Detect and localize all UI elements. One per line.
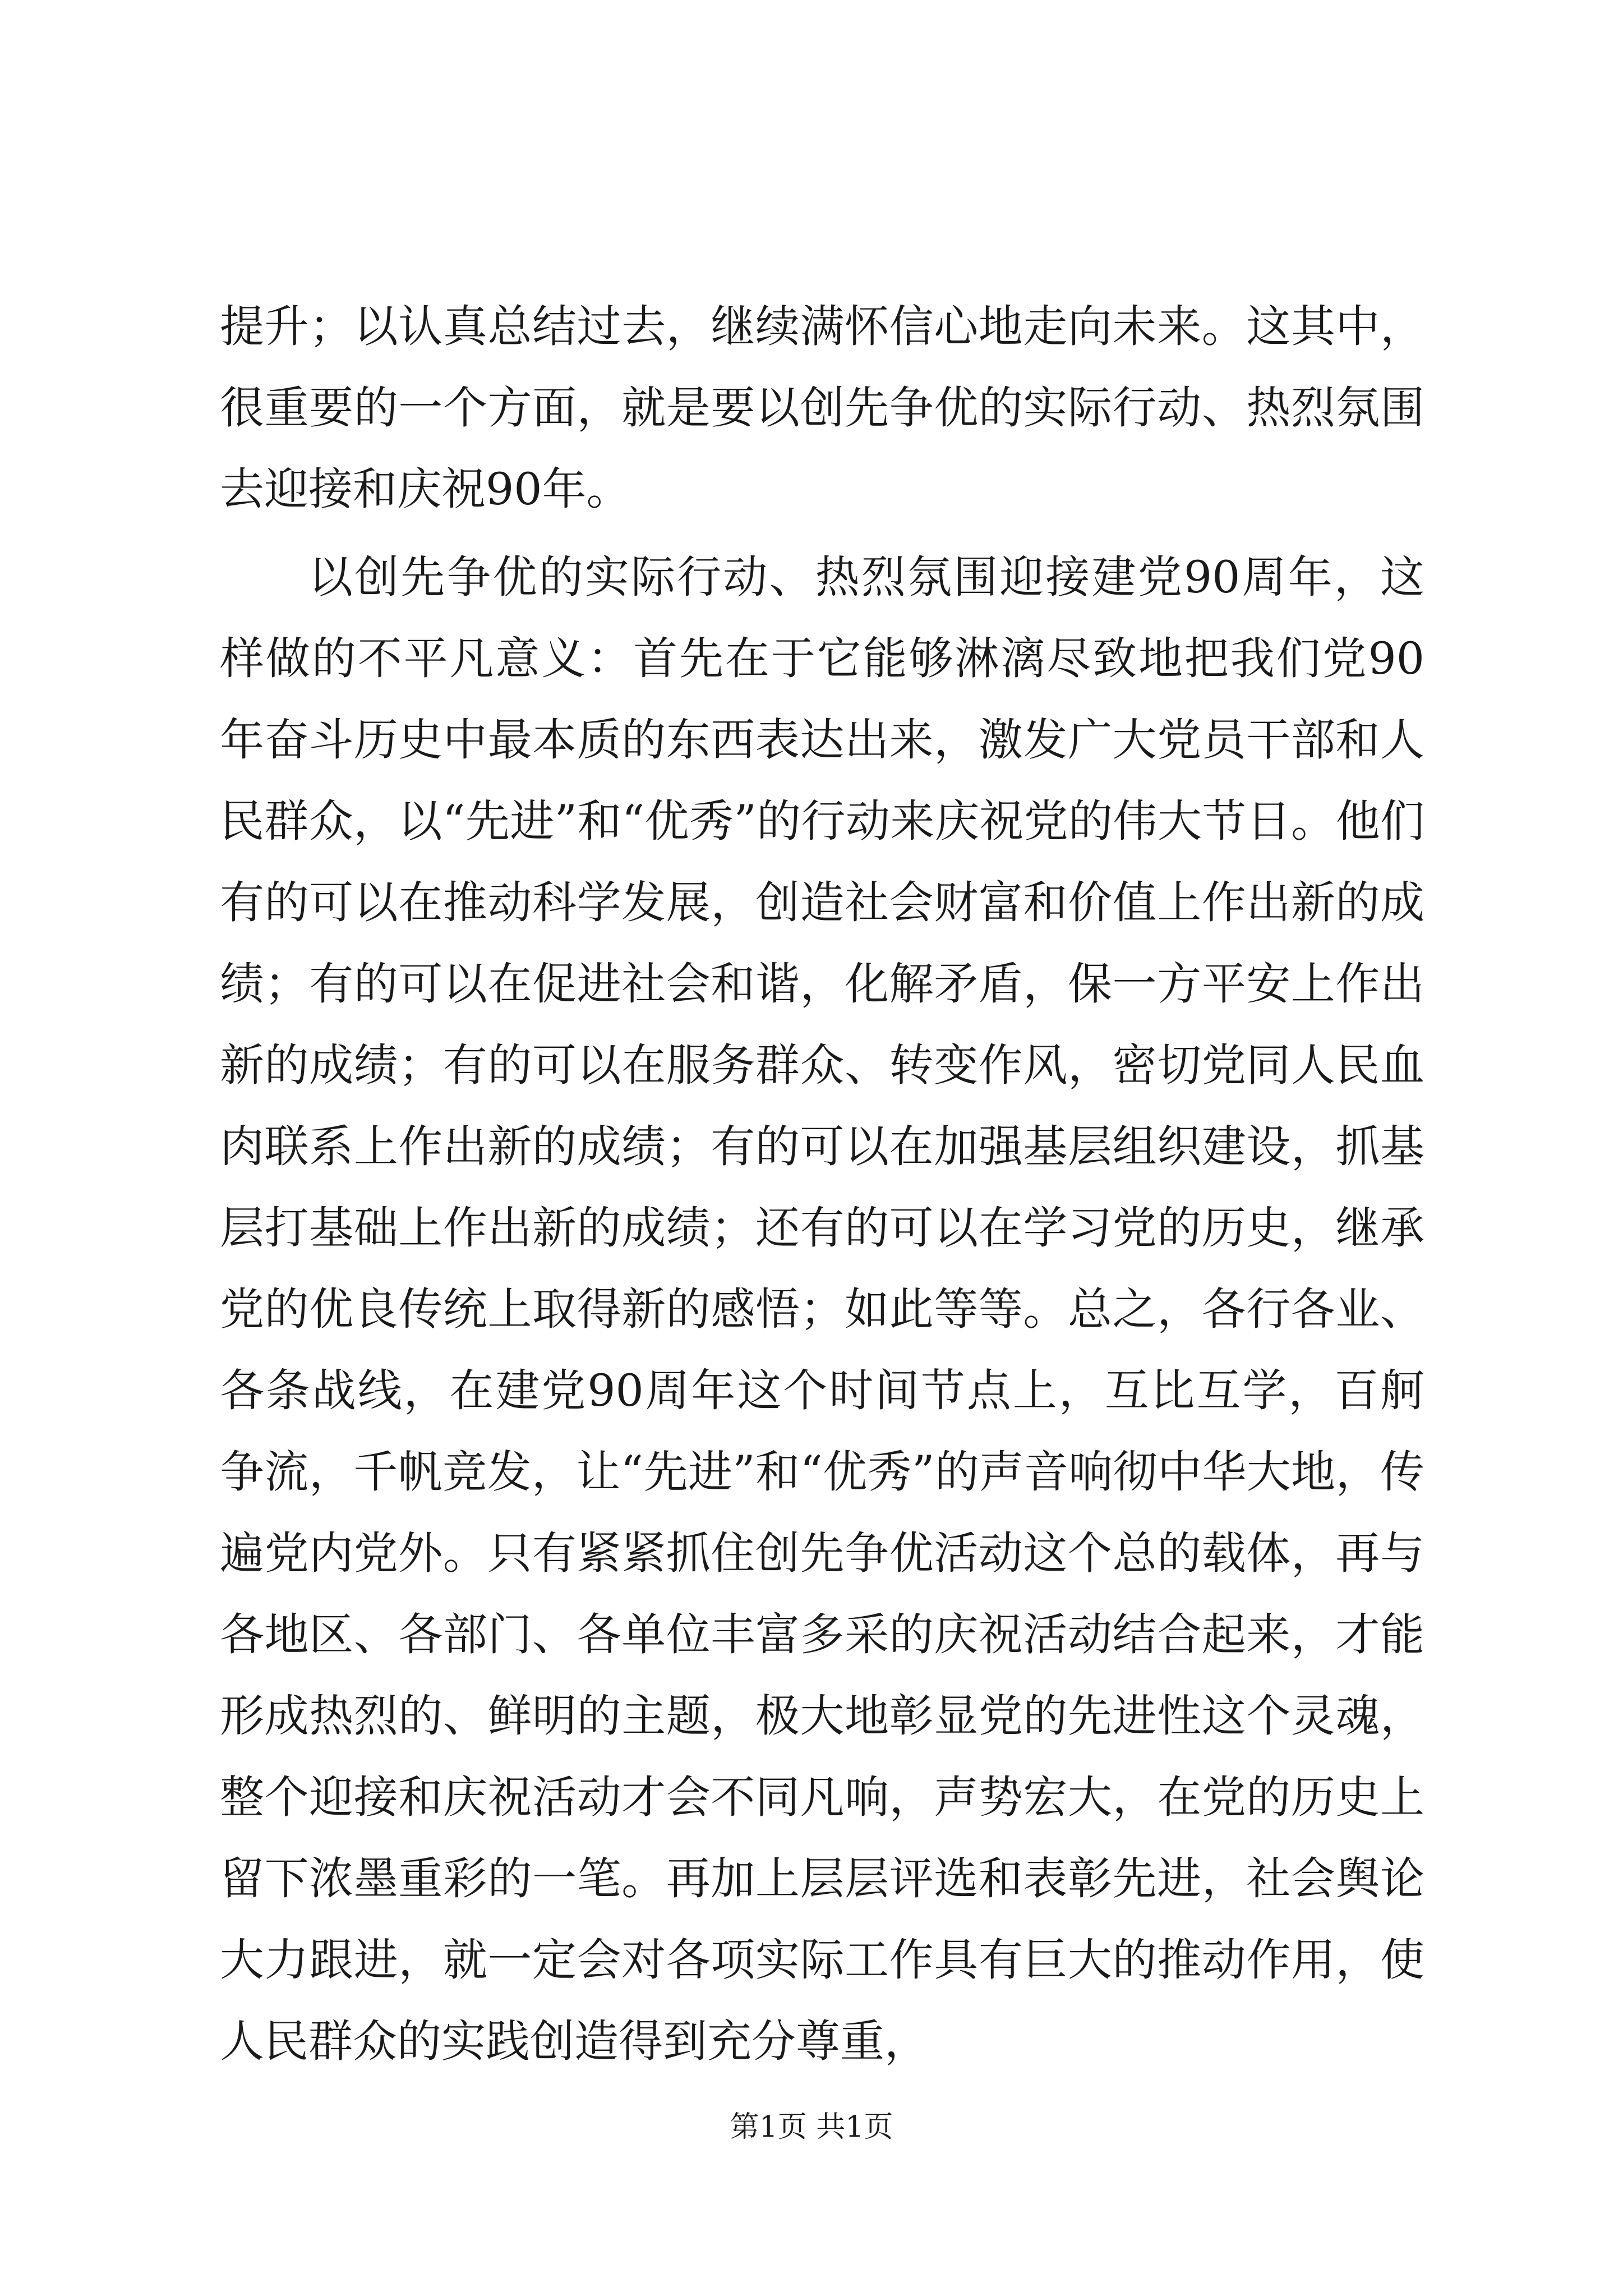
- paragraph-continuation: 提升；以认真总结过去，继续满怀信心地走向未来。这其中，很重要的一个方面，就是要以创先争优的实际行动、热烈氛围去迎接和庆祝90年。: [220, 301, 1424, 515]
- document-body: [220, 286, 1424, 2082]
- page-footer: 第1页 共1页: [730, 2110, 893, 2144]
- paragraph-main: 以创先争优的实际行动、热烈氛围迎接建党90周年，这样做的不平凡意义：首先在于它能够淋漓尽致地把我们党90年奋斗历史中最本质的东西表达出来，激发广大党员干部和人民群众，以“先进”和“优秀”的行动来庆祝党的伟大节日。他们有的可以在推动科学发展，创造社会财富和价值上作出新的成绩；有的可以在促进社会和谐，化解矛盾，保一方平安上作出新的成绩；有的可以在服务群众、转变作风，密切党同人民血肉联系上作出新的成绩；有的可以在加强基层组织建设，抓基层打基础上作出新的成绩；还有的可以在学习党的历史，继承党的优良传统上取得新的感悟；如此等等。总之，各行各业、各条战线，在建党90周年这个时间节点上，互比互学，百舸争流，千帆竞发，让“先进”和“优秀”的声音响彻中华大地，传遍党内党外。只有紧紧抓住创先争优活动这个总的载体，再与各地区、各部门、各单位丰富多采的庆祝活动结合起来，才能形成热烈的、鲜明的主题，极大地彰显党的先进性这个灵魂，整个迎接和庆祝活动才会不同凡响，声势宏大，在党的历史上留下浓墨重彩的一笔。再加上层层评选和表彰先进，社会舆论大力跟进，就一定会对各项实际工作具有巨大的推动作用，使人民群众的实践创造得到充分尊重，: [220, 551, 1424, 2067]
